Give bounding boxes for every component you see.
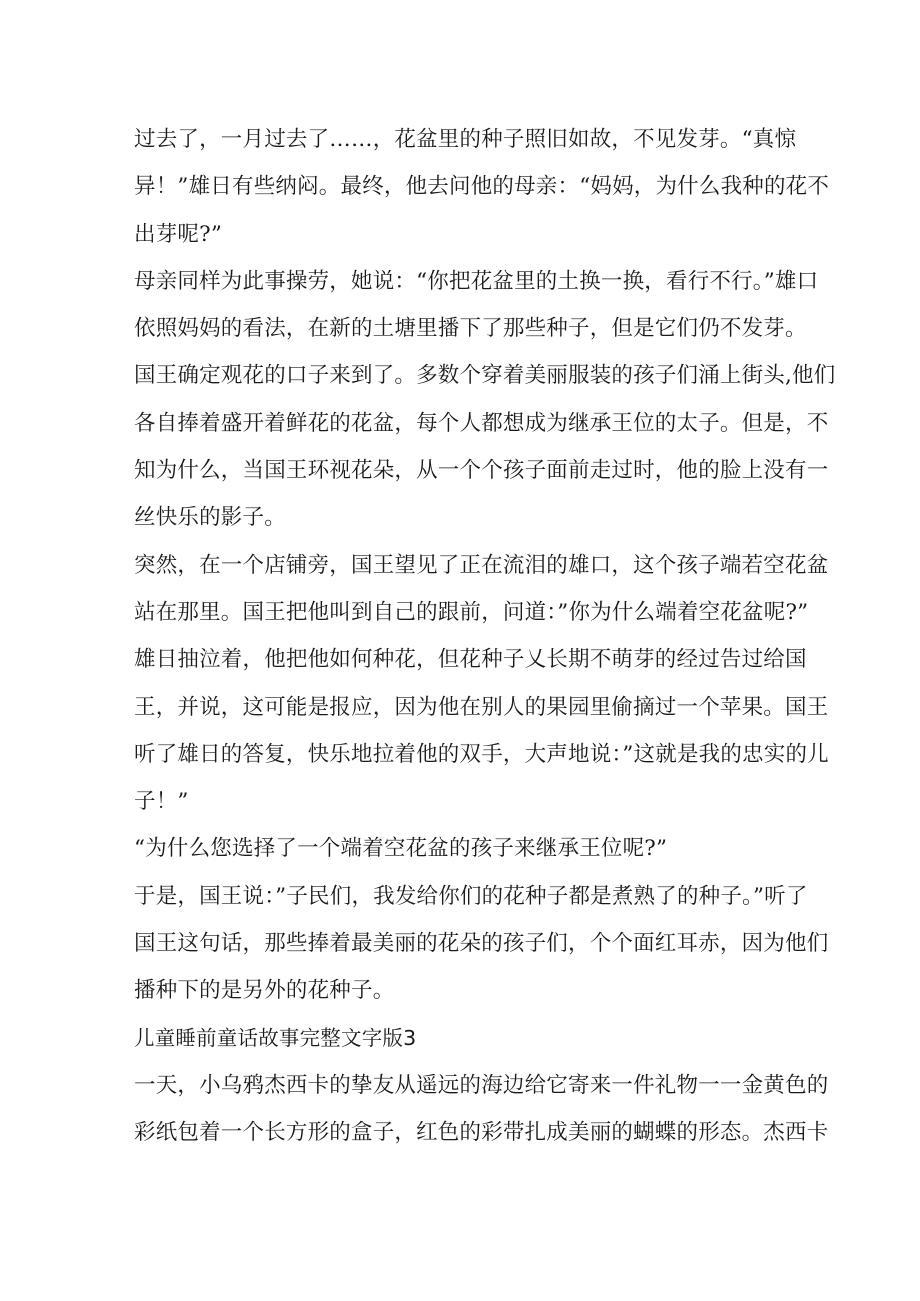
text-line: 播种下的是另外的花种子。: [134, 978, 395, 1004]
text-line: 丝快乐的影子。: [134, 505, 286, 531]
text-line: 彩纸包着一个长方形的盒子，红色的彩带扎成美丽的蝴蝶的形态。杰西卡: [134, 1120, 829, 1146]
text-line: 站在那里。国王把他叫到自己的跟前，问道：”你为什么端着空花盆呢?”: [134, 599, 809, 625]
text-line: 突然，在一个店铺旁，国王望见了正在流泪的雄口，这个孩子端若空花盆: [134, 552, 829, 578]
text-line: 过去了，一月过去了……，花盆里的种子照旧如故，不见发芽。“真惊: [134, 127, 797, 152]
text-line: 出芽呢?”: [134, 221, 223, 247]
text-line: 知为什么，当国王环视花朵，从一个个孩子面前走过时，他的脸上没有一: [134, 458, 829, 484]
text-line: 雄日抽泣着，他把他如何种花，但花种子乂长期不萌芽的经过告过给国: [134, 647, 807, 673]
text-line: 母亲同样为此事操劳，她说：“你把花盆里的土换一换，看行不行。”雄口: [134, 268, 819, 294]
text-line: “为什么您选择了一个端着空花盆的孩子来继承王位呢?”: [134, 836, 668, 862]
text-line: 国王这句话，那些捧着最美丽的花朵的孩子们，个个面红耳赤，因为他们: [134, 931, 829, 957]
text-line: 一天，小乌鸦杰西卡的挚友从遥远的海边给它寄来一件礼物一一金黄色的: [134, 1072, 829, 1098]
text-line: 依照妈妈的看法，在新的土塘里播下了那些种子，但是它们仍不发芽。: [134, 316, 807, 342]
text-line: 子！”: [134, 789, 189, 815]
document-body: [134, 116, 836, 1157]
text-line: 听了雄日的答复，快乐地拉着他的双手，大声地说：”这就是我的忠实的儿: [134, 741, 829, 767]
text-line: 异！”雄日有些纳闷。最终，他去问他的母亲：“妈妈，为什么我种的花不: [134, 174, 830, 200]
text-line: 国王确定观花的口子来到了。多数个穿着美丽服装的孩子们涌上街头,他们: [134, 363, 836, 389]
text-line: 于是，国王说：”子民们，我发给你们的花种子都是煮熟了的种子。”听了: [134, 883, 808, 909]
text-line: 各自捧着盛开着鲜花的花盆，每个人都想成为继承王位的太子。但是，不: [134, 410, 829, 436]
section-heading: 儿童睡前童话故事完整文字版3: [134, 1025, 417, 1050]
text-line: 王，并说，这可能是报应，因为他在别人的果园里偷摘过一个苹果。国王: [134, 694, 829, 720]
